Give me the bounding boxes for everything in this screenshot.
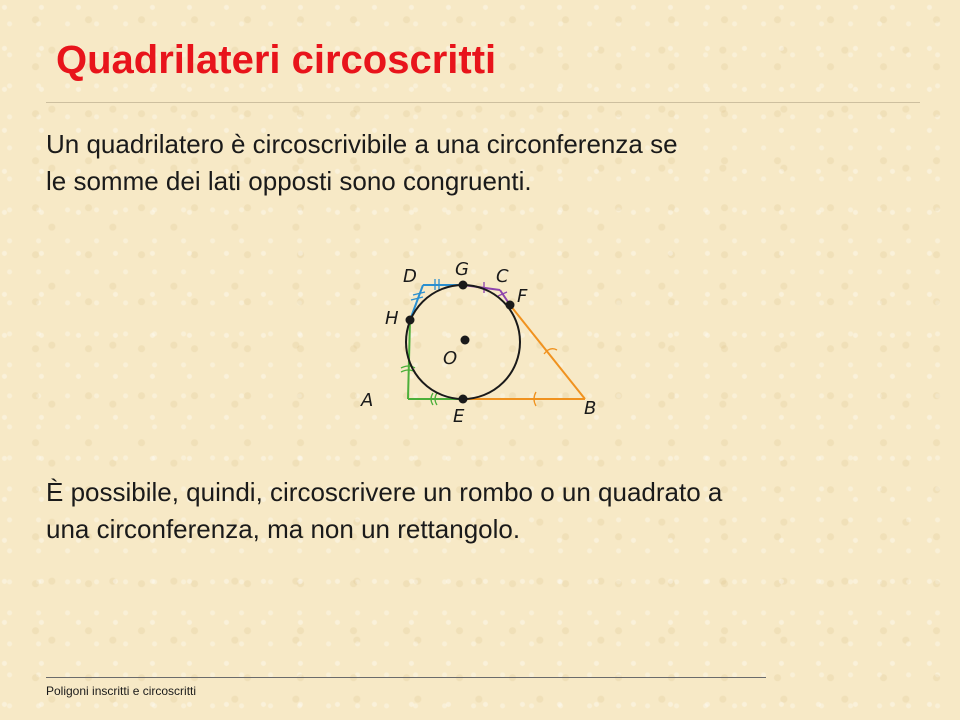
label-F: F xyxy=(517,286,528,307)
label-B: B xyxy=(584,398,597,419)
point-O xyxy=(461,336,470,345)
footer-divider xyxy=(46,677,766,678)
conclusion-line-1: È possibile, quindi, circoscrivere un rombo o un quadrato a xyxy=(46,477,723,507)
label-H: H xyxy=(385,308,399,329)
label-E: E xyxy=(453,406,465,427)
conclusion-line-2: una circonferenza, ma non un rettangolo. xyxy=(46,514,521,544)
point-G xyxy=(459,281,468,290)
slide-title: Quadrilateri circoscritti xyxy=(56,38,497,82)
label-G: G xyxy=(455,259,469,280)
point-F xyxy=(506,301,515,310)
intro-paragraph xyxy=(46,126,906,200)
label-C: C xyxy=(496,266,509,287)
label-A: A xyxy=(361,390,374,411)
conclusion-paragraph xyxy=(46,474,906,548)
point-E xyxy=(459,395,468,404)
point-H xyxy=(406,316,415,325)
footer-text: Poligoni inscritti e circoscritti xyxy=(46,684,197,698)
circumscribed-quadrilateral-figure xyxy=(355,250,615,430)
intro-line-2: le somme dei lati opposti sono congruenti. xyxy=(46,166,532,196)
label-D: D xyxy=(403,266,417,287)
label-O: O xyxy=(443,348,458,369)
intro-line-1: Un quadrilatero è circoscrivibile a una circonferenza se xyxy=(46,129,678,159)
title-divider xyxy=(46,102,920,103)
segment-BF xyxy=(510,305,585,399)
